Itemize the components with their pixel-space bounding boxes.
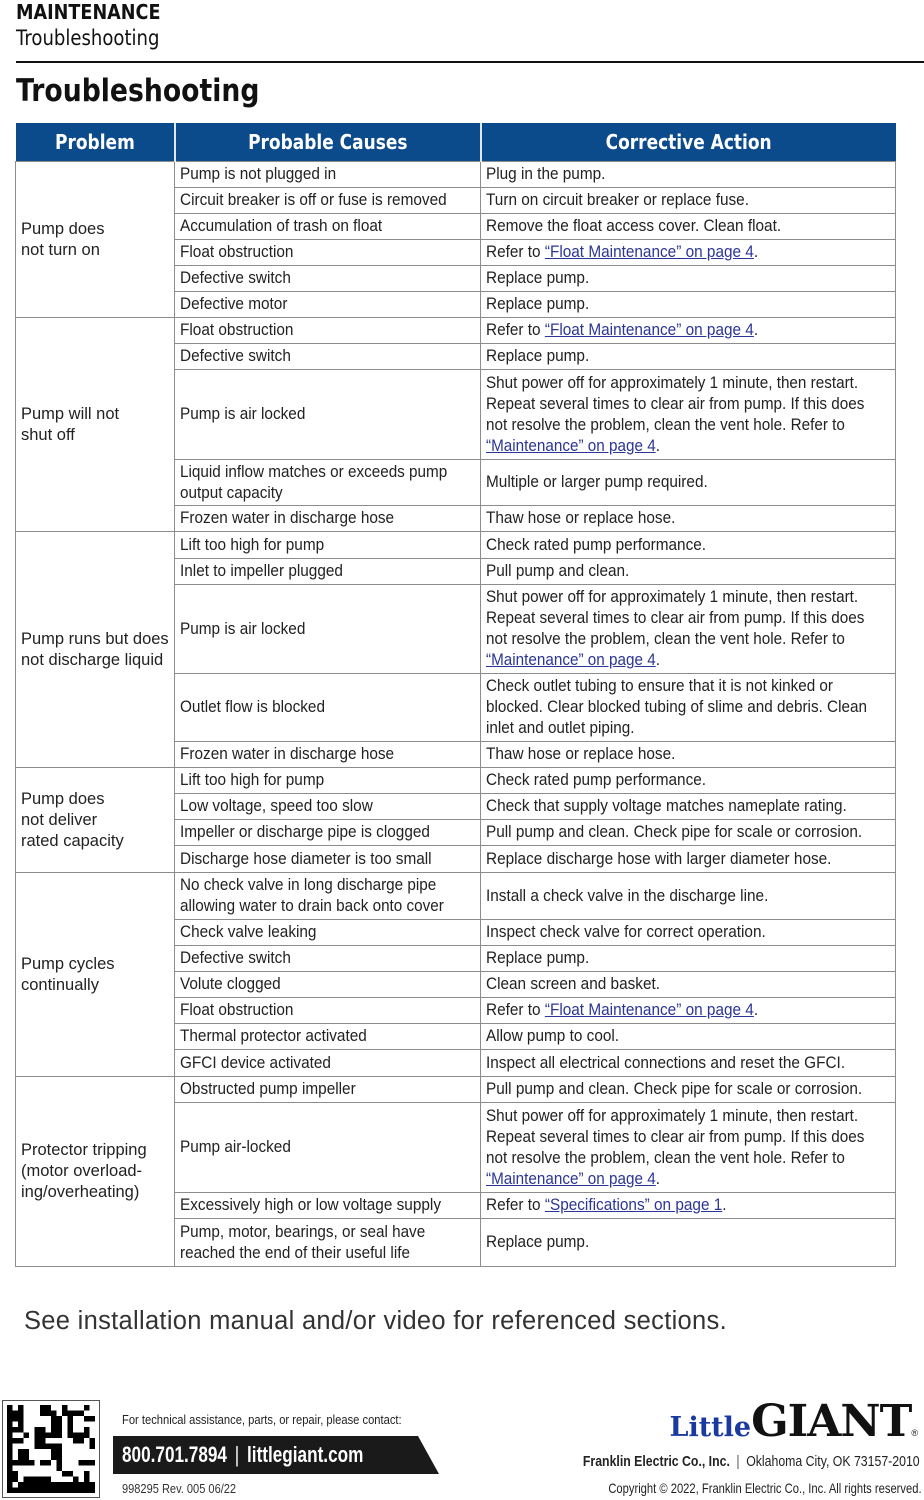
action-cell: Shut power off for approximately 1 minute, then restart. Repeat several times to clear air from pump. If this does not resolve the problem, clean the vent hole. Refer to “Maintenance” on page 4.	[481, 585, 896, 674]
phone-number[interactable]: 800.701.7894	[122, 1442, 227, 1467]
table-header-row	[16, 123, 896, 162]
contact-separator: |	[234, 1442, 240, 1467]
action-cell: Replace discharge hose with larger diameter hose.	[481, 846, 896, 873]
action-cell: Pull pump and clean.	[481, 559, 896, 585]
action-cell: Replace pump.	[481, 946, 896, 972]
maintenance-link[interactable]: “Maintenance” on page 4	[486, 436, 656, 455]
column-header-causes: Probable Causes	[175, 123, 481, 162]
specifications-link[interactable]: “Specifications” on page 1	[544, 1196, 723, 1214]
action-cell: Plug in the pump.	[481, 162, 896, 188]
action-cell: Remove the float access cover. Clean float.	[481, 214, 896, 240]
action-cell: Thaw hose or replace hose.	[481, 742, 896, 768]
contact-info	[122, 1440, 363, 1470]
action-cell: Turn on circuit breaker or replace fuse.	[481, 188, 896, 214]
table-row	[16, 768, 896, 794]
cause-cell: Pump, motor, bearings, or seal have reached the end of their useful life	[175, 1219, 481, 1267]
action-cell: Refer to “Specifications” on page 1.	[481, 1193, 896, 1219]
action-cell: Allow pump to cool.	[481, 1024, 896, 1050]
logo-giant: GIANT	[751, 1396, 912, 1447]
action-cell: Replace pump.	[481, 344, 896, 370]
referenced-sections-note: See installation manual and/or video for referenced sections.	[24, 1307, 727, 1335]
cause-cell: Defective switch	[175, 946, 481, 972]
table-row	[16, 162, 896, 188]
action-cell: Check that supply voltage matches nameplate rating.	[481, 794, 896, 820]
cause-cell: Defective switch	[175, 344, 481, 370]
float-maintenance-link[interactable]: “Float Maintenance” on page 4	[544, 1001, 754, 1019]
cause-cell: Excessively high or low voltage supply	[175, 1193, 481, 1219]
company-name: Franklin Electric Co., Inc.	[583, 1453, 731, 1470]
action-cell: Pull pump and clean. Check pipe for scale or corrosion.	[481, 1077, 896, 1103]
cause-cell: Float obstruction	[175, 240, 481, 266]
action-cell: Replace pump.	[481, 292, 896, 318]
data-matrix-code-icon	[2, 1400, 100, 1498]
problem-cell: Pump does not turn on	[16, 162, 175, 318]
action-cell: Clean screen and basket.	[481, 972, 896, 998]
action-cell: Shut power off for approximately 1 minute, then restart. Repeat several times to clear air from pump. If this does not resolve the problem, clean the vent hole. Refer to “Maintenance” on page 4.	[481, 1103, 896, 1193]
cause-cell: Float obstruction	[175, 998, 481, 1024]
table-row	[16, 532, 896, 559]
column-header-action: Corrective Action	[481, 123, 896, 162]
table-row	[16, 873, 896, 920]
float-maintenance-link[interactable]: “Float Maintenance” on page 4	[544, 243, 754, 261]
copyright: Copyright © 2022, Franklin Electric Co., Inc. All rights reserved.	[608, 1480, 922, 1496]
action-cell: Replace pump.	[481, 1219, 896, 1267]
cause-cell: Accumulation of trash on float	[175, 214, 481, 240]
problem-cell: Pump cycles continually	[16, 873, 175, 1077]
action-cell: Refer to “Float Maintenance” on page 4.	[481, 318, 896, 344]
problem-cell: Pump will not shut off	[16, 318, 175, 532]
float-maintenance-link[interactable]: “Float Maintenance” on page 4	[544, 321, 754, 339]
cause-cell: Thermal protector activated	[175, 1024, 481, 1050]
problem-cell: Protector tripping (motor overload-ing/overheating)	[16, 1077, 175, 1267]
action-cell: Check rated pump performance.	[481, 532, 896, 559]
logo-little: Little	[669, 1412, 752, 1443]
action-cell: Install a check valve in the discharge line.	[481, 873, 896, 920]
table-row	[16, 1077, 896, 1103]
maintenance-link[interactable]: “Maintenance” on page 4	[486, 651, 656, 669]
company-separator: |	[736, 1453, 740, 1470]
action-cell: Inspect check valve for correct operation.	[481, 920, 896, 946]
action-cell: Pull pump and clean. Check pipe for scale or corrosion.	[481, 820, 896, 846]
action-cell: Shut power off for approximately 1 minute, then restart. Repeat several times to clear air from pump. If this does not resolve the problem, clean the vent hole. Refer to “Maintenance” on page 4.	[481, 370, 896, 460]
cause-cell: Impeller or discharge pipe is clogged	[175, 820, 481, 846]
cause-cell: Inlet to impeller plugged	[175, 559, 481, 585]
cause-cell: Discharge hose diameter is too small	[175, 846, 481, 873]
website-link[interactable]: littlegiant.com	[247, 1442, 364, 1467]
problem-cell: Pump runs but does not discharge liquid	[16, 532, 175, 768]
section-kicker: MAINTENANCE	[16, 0, 161, 24]
action-cell: Refer to “Float Maintenance” on page 4.	[481, 240, 896, 266]
cause-cell: Outlet flow is blocked	[175, 674, 481, 742]
cause-cell: Float obstruction	[175, 318, 481, 344]
action-cell: Check outlet tubing to ensure that it is not kinked or blocked. Clear blocked tubing of slime and debris. Clean inlet and outlet piping.	[481, 674, 896, 742]
cause-cell: Defective motor	[175, 292, 481, 318]
action-cell: Thaw hose or replace hose.	[481, 506, 896, 532]
cause-cell: Check valve leaking	[175, 920, 481, 946]
cause-cell: Liquid inflow matches or exceeds pump output capacity	[175, 460, 481, 506]
cause-cell: Defective switch	[175, 266, 481, 292]
maintenance-link[interactable]: “Maintenance” on page 4	[486, 1169, 656, 1188]
cause-cell: Frozen water in discharge hose	[175, 506, 481, 532]
header-divider	[16, 61, 924, 63]
cause-cell: Pump is air locked	[175, 585, 481, 674]
cause-cell: No check valve in long discharge pipe allowing water to drain back onto cover	[175, 873, 481, 920]
troubleshooting-table	[15, 123, 896, 1267]
action-cell: Inspect all electrical connections and reset the GFCI.	[481, 1050, 896, 1077]
cause-cell: Pump air-locked	[175, 1103, 481, 1193]
page-title: Troubleshooting	[16, 73, 260, 109]
problem-cell: Pump does not deliver rated capacity	[16, 768, 175, 873]
action-cell: Refer to “Float Maintenance” on page 4.	[481, 998, 896, 1024]
company-info	[583, 1452, 920, 1472]
cause-cell: Frozen water in discharge hose	[175, 742, 481, 768]
cause-cell: Obstructed pump impeller	[175, 1077, 481, 1103]
column-header-problem: Problem	[16, 123, 175, 162]
cause-cell: Circuit breaker is off or fuse is removed	[175, 188, 481, 214]
action-cell: Check rated pump performance.	[481, 768, 896, 794]
cause-cell: Lift too high for pump	[175, 768, 481, 794]
cause-cell: GFCI device activated	[175, 1050, 481, 1077]
document-number: 998295 Rev. 005 06/22	[122, 1481, 237, 1496]
cause-cell: Low voltage, speed too slow	[175, 794, 481, 820]
contact-label: For technical assistance, parts, or repair, please contact:	[122, 1412, 402, 1427]
action-cell: Multiple or larger pump required.	[481, 460, 896, 506]
company-location: Oklahoma City, OK 73157-2010	[746, 1453, 920, 1470]
cause-cell: Lift too high for pump	[175, 532, 481, 559]
action-cell: Replace pump.	[481, 266, 896, 292]
cause-cell: Volute clogged	[175, 972, 481, 998]
cause-cell: Pump is air locked	[175, 370, 481, 460]
section-subtitle: Troubleshooting	[16, 26, 160, 50]
registered-mark: ®	[911, 1428, 918, 1438]
little-giant-logo	[669, 1396, 918, 1447]
table-row	[16, 318, 896, 344]
cause-cell: Pump is not plugged in	[175, 162, 481, 188]
